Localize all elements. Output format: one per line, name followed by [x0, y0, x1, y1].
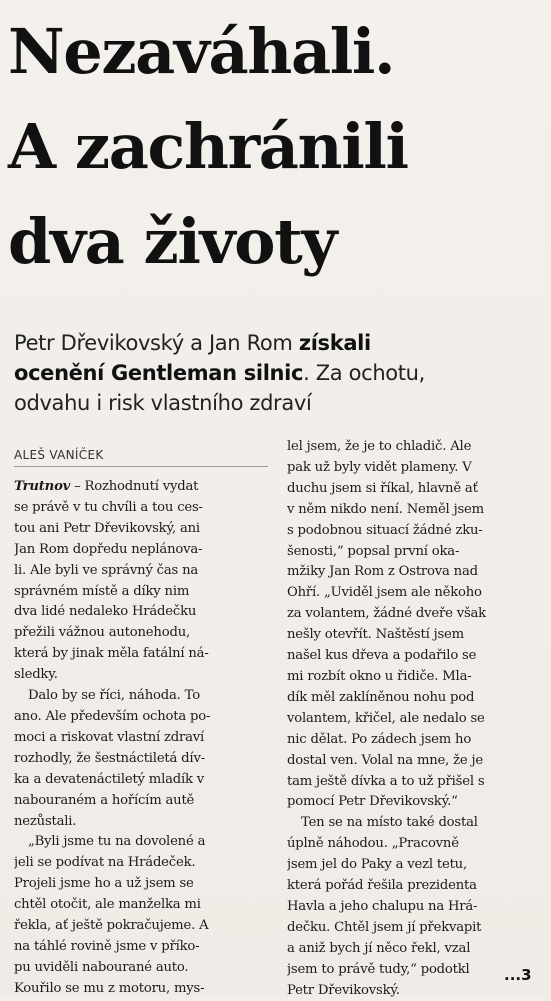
text-line: ka a devatenáctiletý mladík v [14, 771, 205, 787]
text-line: dík měl zaklíněnou nohu pod [287, 689, 475, 705]
text-line: za volantem, žádné dveře však [287, 606, 486, 622]
text-line: úplně náhodou. „Pracovně [287, 836, 459, 852]
text-line: rozhodly, že šestnáctiletá dív- [14, 750, 205, 766]
text-line: správném místě a díky nim [14, 583, 190, 599]
text-line: Jan Rom dopředu neplánova- [14, 541, 203, 557]
text-line: našel kus dřeva a podařilo se [287, 648, 477, 664]
text-line: lel jsem, že je to chladič. Ale [287, 439, 472, 454]
text-line: pu uviděli nabourané auto. [14, 959, 189, 975]
continuation-marker: ...3 [504, 966, 532, 984]
text-line: pomocí Petr Dřevikovský.“ [287, 794, 458, 810]
lead-text-2: . Za ochotu, [303, 361, 425, 385]
text-line: jsem to právě tudy,“ podotkl [287, 961, 470, 977]
text-line: nezůstali. [14, 813, 77, 829]
text-line: řekla, ať ještě pokračujeme. A [14, 918, 209, 934]
text-line: Petr Dřevikovský. [287, 982, 400, 998]
text-line: přežili vážnou autonehodu, [14, 625, 190, 641]
text-line: nešly otevřít. Naštěstí jsem [287, 627, 464, 643]
text-line: tou ani Petr Dřevikovský, ani [14, 520, 200, 536]
text-line: s podobnou situací žádné zku- [287, 522, 483, 538]
text-line: jeli se podívat na Hrádeček. [14, 855, 196, 871]
dateline: Trutnov [14, 479, 71, 494]
text-line: nic dělat. Po zádech jsem ho [287, 731, 472, 747]
text-line: a aniž bych jí něco řekl, vzal [287, 940, 471, 956]
dateline-rest: – Rozhodnutí vydat [70, 479, 199, 494]
lead-line-1 [14, 328, 544, 358]
text-line: šenosti,“ popsal první oka- [287, 543, 460, 559]
text-line: moci a riskovat vlastní zdraví [14, 729, 205, 745]
author-byline: ALEŠ VANÍČEK [14, 448, 268, 467]
text-line: na táhlé rovině jsme v příko- [14, 938, 200, 954]
lead-bold-1: získali [298, 331, 371, 355]
text-line: volantem, křičel, ale nedalo se [287, 710, 485, 726]
text-line: sledky. [14, 667, 58, 683]
headline-line-2: A zachránili [8, 110, 408, 183]
text-line: dva lidé nedaleko Hrádečku [14, 604, 197, 620]
text-line: Dalo by se říci, náhoda. To [28, 688, 200, 704]
text-line: duchu jsem si říkal, hlavně ať [287, 480, 478, 496]
lead-text-1: Petr Dřevikovský a Jan Rom [14, 331, 299, 355]
text-line: Kouřilo se mu z motoru, mys- [14, 980, 205, 996]
lead-line-3: odvahu i risk vlastního zdraví [14, 391, 312, 415]
text-line: dostal ven. Volal na mne, že je [287, 752, 483, 768]
text-line: pak už byly vidět plameny. V [287, 459, 472, 475]
text-line: mžiky Jan Rom z Ostrova nad [287, 564, 478, 580]
lead-line-2 [14, 358, 544, 388]
text-line: dečku. Chtěl jsem jí překvapit [287, 919, 482, 935]
text-line: mi rozbít okno u řidiče. Mla- [287, 668, 472, 684]
text-line: která pořád řešila prezidenta [287, 878, 477, 894]
headline [8, 4, 543, 289]
headline-line-3: dva životy [8, 205, 336, 278]
text-line: li. Ale byli ve správný čas na [14, 562, 199, 578]
text-line: která by jinak měla fatální ná- [14, 646, 209, 662]
text-line: tam ještě dívka a to už přišel s [287, 773, 485, 789]
headline-line-1: Nezaváhali. [8, 15, 395, 88]
text-line: Ten se na místo také dostal [301, 815, 478, 831]
text-line: v něm nikdo není. Neměl jsem [287, 501, 484, 517]
text-line: ano. Ale především ochota po- [14, 708, 211, 724]
text-line [14, 477, 270, 498]
text-line: jsem jel do Paky a vezl tetu, [287, 857, 467, 873]
text-line: Ohří. „Uviděl jsem ale někoho [287, 585, 482, 601]
text-line: nabouraném a hořícím autě [14, 792, 195, 808]
text-line: Projeli jsme ho a už jsem se [14, 876, 194, 892]
lead-paragraph [14, 328, 544, 418]
text-line: „Byli jsme tu na dovolené a [28, 834, 206, 850]
text-line: Havla a jeho chalupu na Hrá- [287, 898, 478, 914]
article-column-left [14, 477, 270, 1000]
lead-bold-2: ocenění Gentleman silnic [14, 361, 304, 385]
article-column-right [287, 437, 544, 1001]
text-line: se právě v tu chvíli a tou ces- [14, 499, 203, 515]
text-line: chtěl otočit, ale manželka mi [14, 897, 201, 913]
